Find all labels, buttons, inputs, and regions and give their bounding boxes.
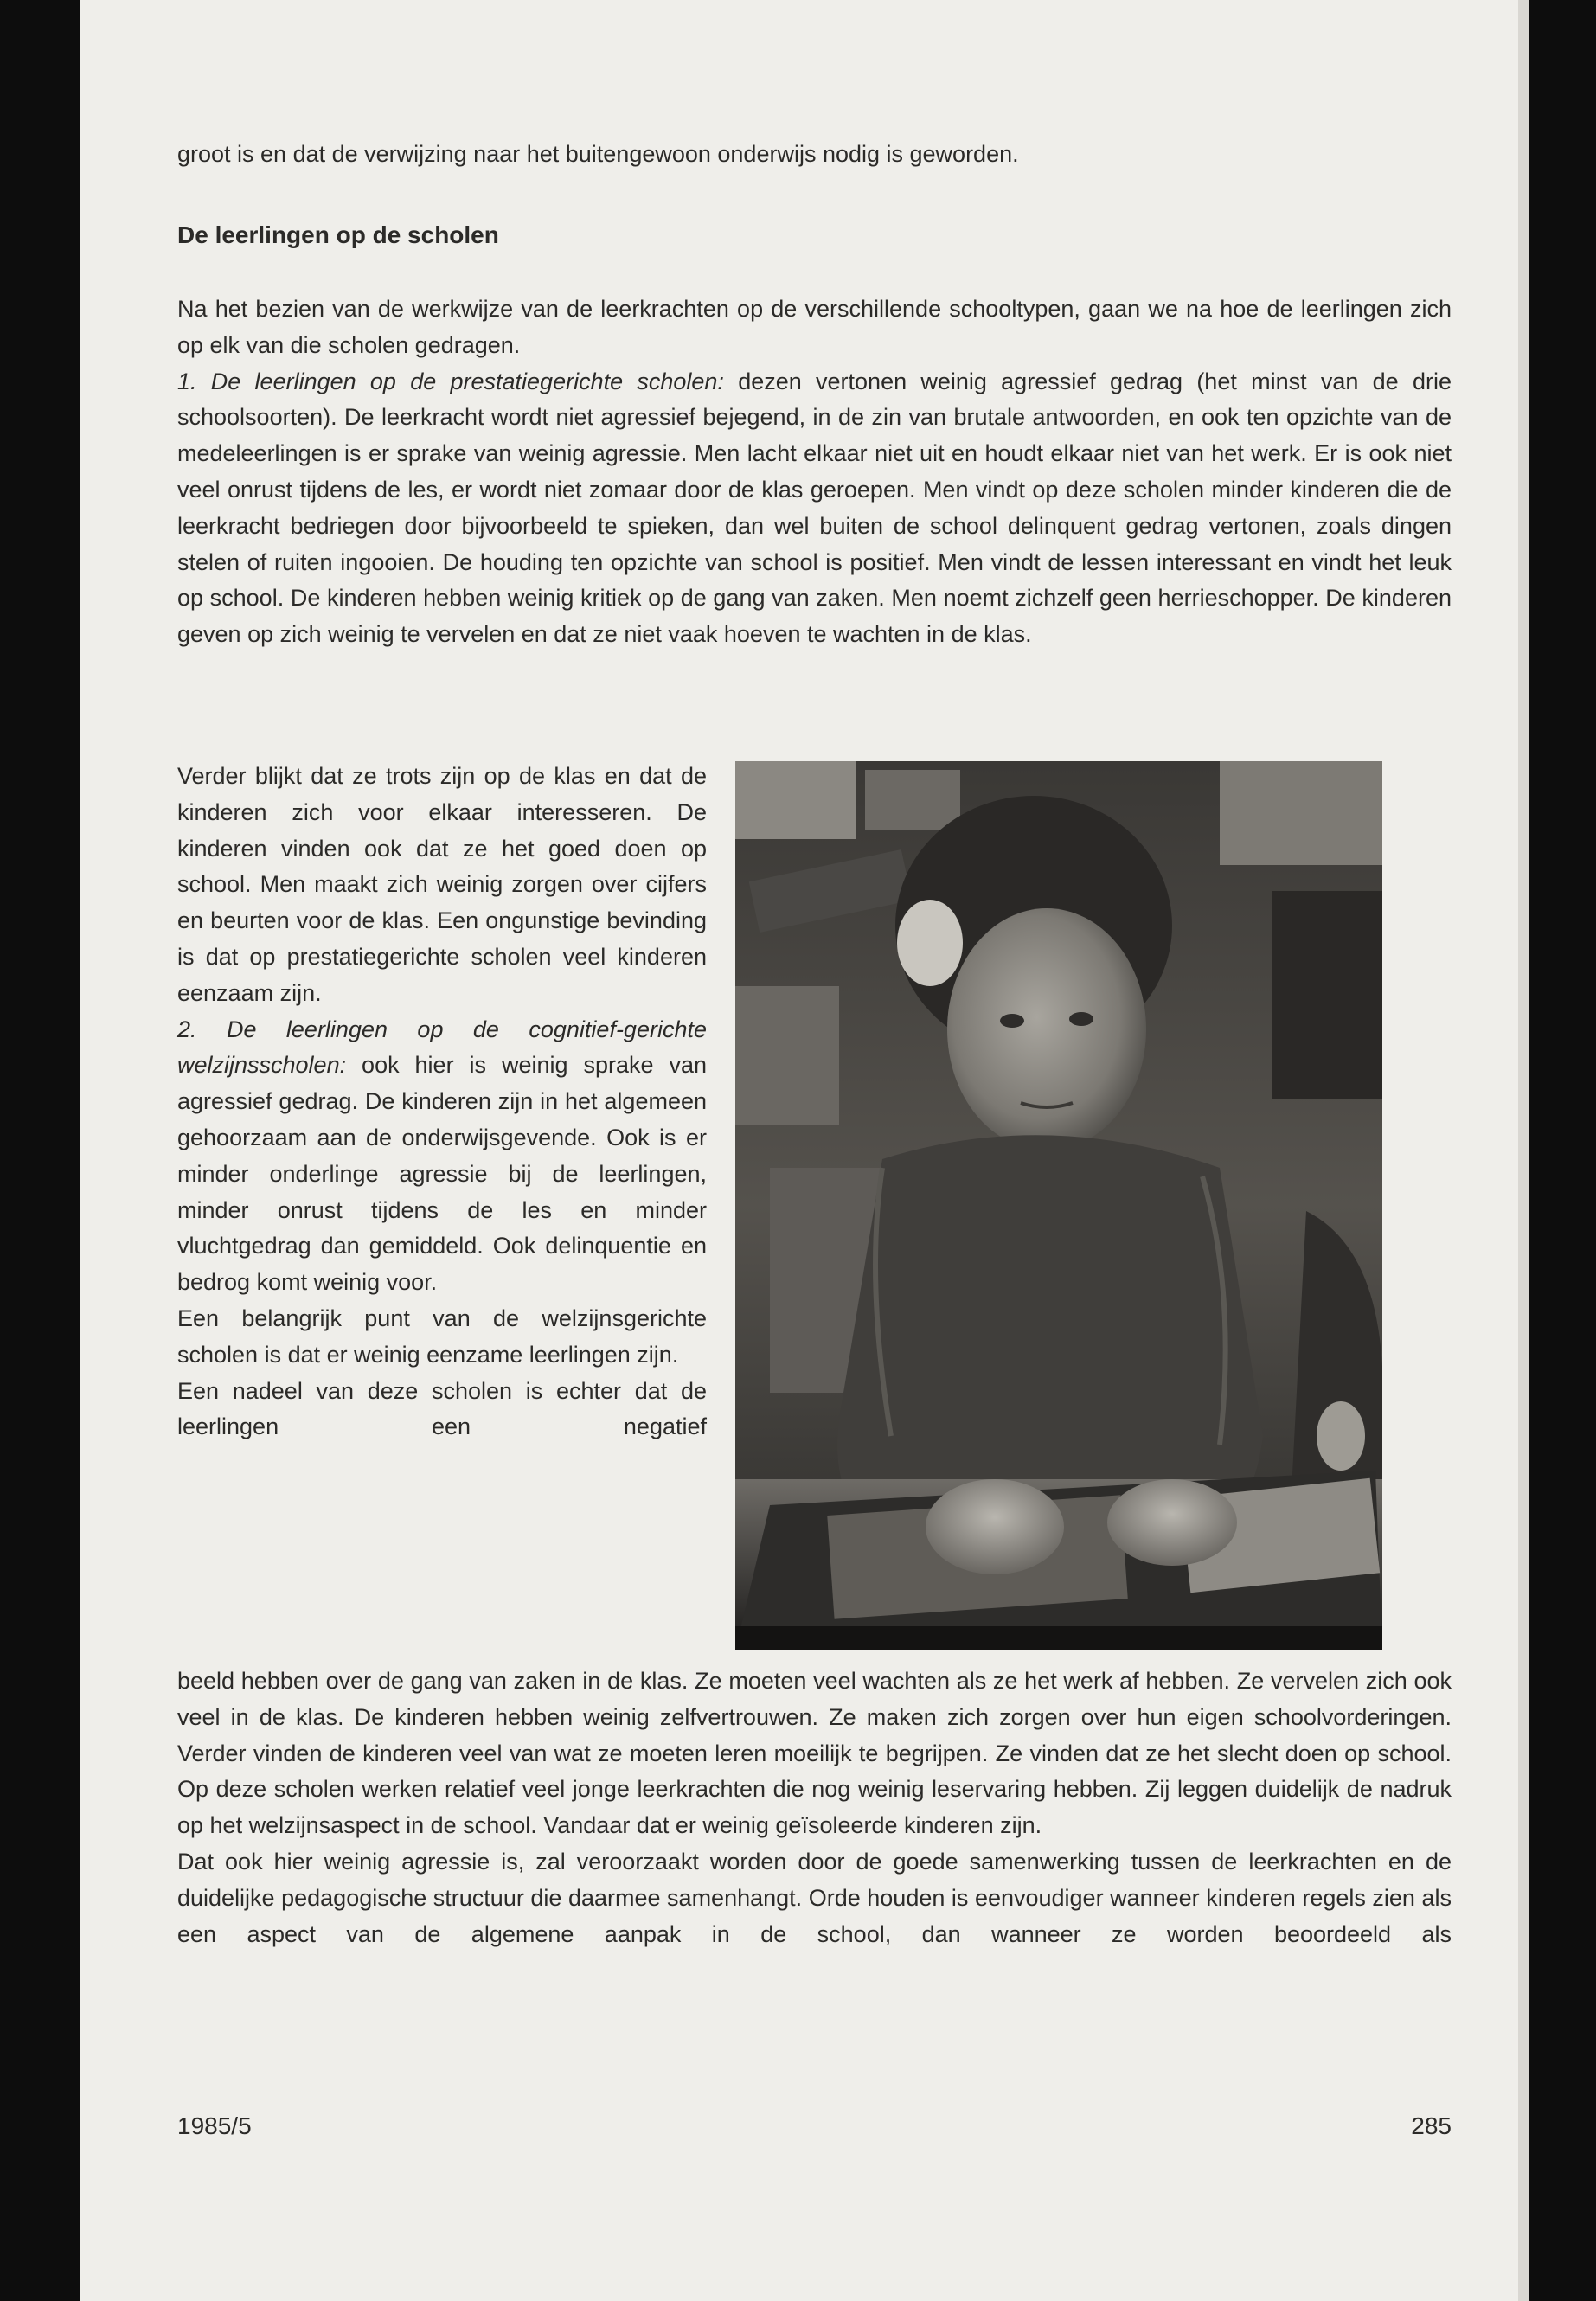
body-full-width-top bbox=[177, 292, 1452, 653]
issue-number: 1985/5 bbox=[177, 2112, 252, 2139]
body-left-column bbox=[177, 759, 707, 1445]
page-edge bbox=[1518, 0, 1529, 2301]
prestatie-text: dezen vertonen weinig agressief gedrag (het minst van de drie schoolsoorten). De leerkracht wordt niet agressief bejegend, in de zin van brutale antwoorden, en ook ten opzichte van de medeleerlingen is er sprake van weinig agressie. Men lacht elkaar niet uit en houdt elkaar niet van het werk. Er is ook niet veel onrust tijdens de les, er wordt niet zomaar door de klas geroepen. Men vindt op deze scholen minder kinderen die de leerkracht bedriegen door bijvoorbeeld te spieken, dan wel buiten de school delinquent gedrag vertonen, zoals dingen stelen of ruiten ingooien. De houding ten opzichte van school is positief. Men vindt de lessen interessant en vindt het leuk op school. De kinderen hebben weinig kritiek op de gang van zaken. Men noemt zichzelf geen herrieschopper. De kinderen geven op zich weinig te vervelen en dat ze niet vaak hoeven te wachten in de klas. bbox=[177, 368, 1452, 648]
prestatie-label: 1. De leerlingen op de prestatiegerichte scholen: bbox=[177, 368, 724, 394]
paragraph-agressie: Dat ook hier weinig agressie is, zal veroorzaakt worden door de goede samenwerking tussen de leerkrachten en de duidelijke pedagogische structuur die daarmee samenhangt. Orde houden is eenvoudiger wanneer kinderen regels zien als een aspect van de algemene aanpak in de school, dan wanneer ze worden beoordeeld als bbox=[177, 1848, 1452, 1947]
paragraph-nadeel-start: Een nadeel van deze scholen is echter dat de leerlingen een negatief bbox=[177, 1377, 707, 1440]
classroom-photo bbox=[735, 761, 1382, 1650]
girl-at-desk-photo bbox=[735, 761, 1382, 1650]
paragraph-nadeel-rest: beeld hebben over de gang van zaken in de klas. Ze moeten veel wachten als ze het werk af hebben. Ze vervelen zich ook veel in de klas. De kinderen hebben weinig zelfvertrouwen. Ze maken zich zorgen over hun eigen schoolvorderingen. Verder vinden de kinderen veel van wat ze moeten leren moeilijk te begrijpen. Ze vinden dat ze het slecht doen op school. Op deze scholen werken relatief veel jonge leerkrachten die nog weinig leservaring hebben. Zij leggen duidelijk de nadruk op het welzijnsaspect in de school. Vandaar dat er weinig geïsoleerde kinderen zijn. bbox=[177, 1668, 1452, 1839]
intro-paragraph bbox=[177, 137, 1430, 173]
paragraph-intro: Na het bezien van de werkwijze van de leerkrachten op de verschillende schooltypen, gaan we na hoe de leerlingen zich op elk van die scholen gedragen. bbox=[177, 296, 1452, 358]
intro-line: groot is en dat de verwijzing naar het buitengewoon onderwijs nodig is geworden. bbox=[177, 141, 1019, 167]
body-full-width-bottom bbox=[177, 1663, 1452, 1952]
section-heading: De leerlingen op de scholen bbox=[177, 221, 499, 248]
page-number: 285 bbox=[1411, 2112, 1452, 2139]
welzijn-text: ook hier is weinig sprake van agressief gedrag. De kinderen zijn in het algemeen gehoorzaam aan de onderwijsgevende. Ook is er minder onderlinge agressie bij de leerlingen, minder onrust tijdens de les en minder vluchtgedrag dan gemiddeld. Ook delinquentie en bedrog komt weinig voor. bbox=[177, 1052, 707, 1296]
document-page bbox=[80, 0, 1518, 2301]
welzijn-label: 2. De leerlingen op de cognitief-gerichte welzijnsscholen: bbox=[177, 1016, 707, 1079]
paragraph-trots: Verder blijkt dat ze trots zijn op de klas en dat de kinderen zich voor elkaar interesseren. De kinderen vinden ook dat ze het goed doen op school. Men maakt zich weinig zorgen over cijfers en beurten voor de klas. Een ongunstige bevinding is dat op prestatiegerichte scholen veel kinderen eenzaam zijn. bbox=[177, 763, 707, 1006]
paragraph-prestatie bbox=[177, 364, 1452, 653]
paragraph-welzijn bbox=[177, 1012, 707, 1301]
paragraph-eenzaam: Een belangrijk punt van de welzijnsgerichte scholen is dat er weinig eenzame leerlingen zijn. bbox=[177, 1304, 707, 1368]
